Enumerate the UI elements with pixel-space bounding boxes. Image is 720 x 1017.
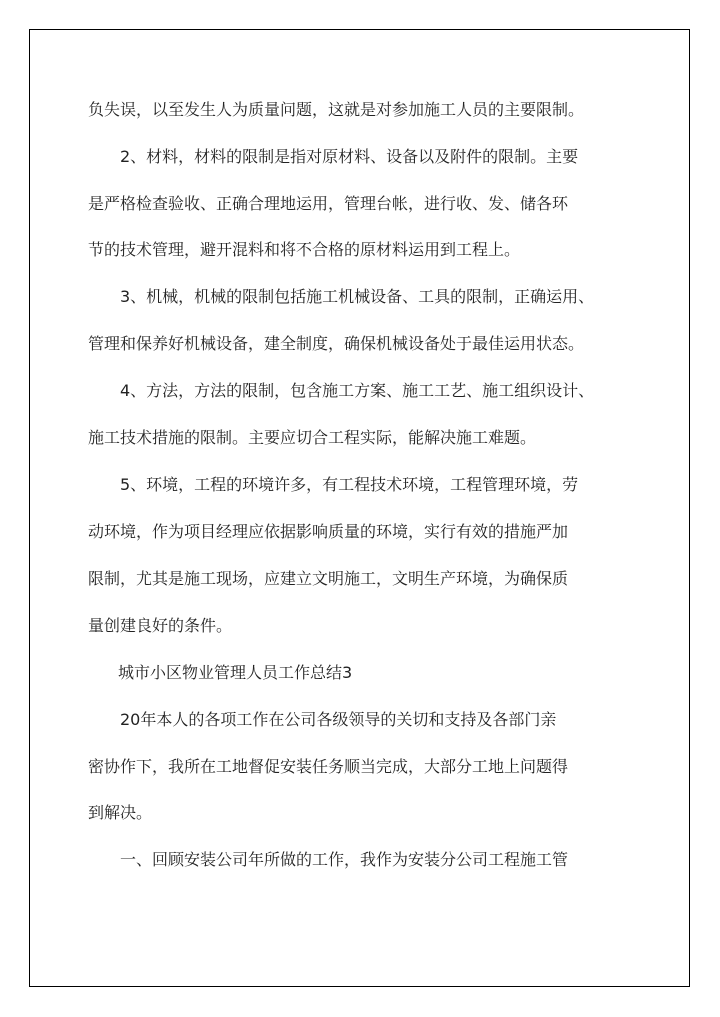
paragraph-line: 到解决。 <box>88 803 153 822</box>
paragraph-line: 2、材料，材料的限制是指对原材料、设备以及附件的限制。主要 <box>120 147 579 166</box>
paragraph-line: 是严格检查验收、正确合理地运用，管理台帐，进行收、发、储各环 <box>88 194 569 213</box>
paragraph-line: 负失误，以至发生人为质量问题，这就是对参加施工人员的主要限制。 <box>88 100 585 119</box>
paragraph-line: 限制，尤其是施工现场，应建立文明施工，文明生产环境，为确保质 <box>88 569 569 588</box>
paragraph-line: 一、回顾安装公司年所做的工作，我作为安装分公司工程施工管 <box>120 850 569 869</box>
paragraph-line: 量创建良好的条件。 <box>88 616 233 635</box>
paragraph-line: 3、机械，机械的限制包括施工机械设备、工具的限制，正确运用、 <box>120 287 595 306</box>
paragraph-line: 动环境，作为项目经理应依据影响质量的环境，实行有效的措施严加 <box>88 522 569 541</box>
paragraph-line: 节的技术管理，避开混料和将不合格的原材料运用到工程上。 <box>88 240 521 259</box>
page-border <box>29 29 690 987</box>
paragraph-line: 20年本人的各项工作在公司各级领导的关切和支持及各部门亲 <box>120 710 557 729</box>
section-heading: 城市小区物业管理人员工作总结3 <box>118 663 353 682</box>
paragraph-line: 施工技术措施的限制。主要应切合工程实际，能解决施工难题。 <box>88 428 537 447</box>
paragraph-line: 密协作下，我所在工地督促安装任务顺当完成，大部分工地上问题得 <box>88 757 569 776</box>
paragraph-line: 5、环境，工程的环境许多，有工程技术环境，工程管理环境，劳 <box>120 475 579 494</box>
paragraph-line: 4、方法，方法的限制，包含施工方案、施工工艺、施工组织设计、 <box>120 381 595 400</box>
paragraph-line: 管理和保养好机械设备，建全制度，确保机械设备处于最佳运用状态。 <box>88 334 585 353</box>
